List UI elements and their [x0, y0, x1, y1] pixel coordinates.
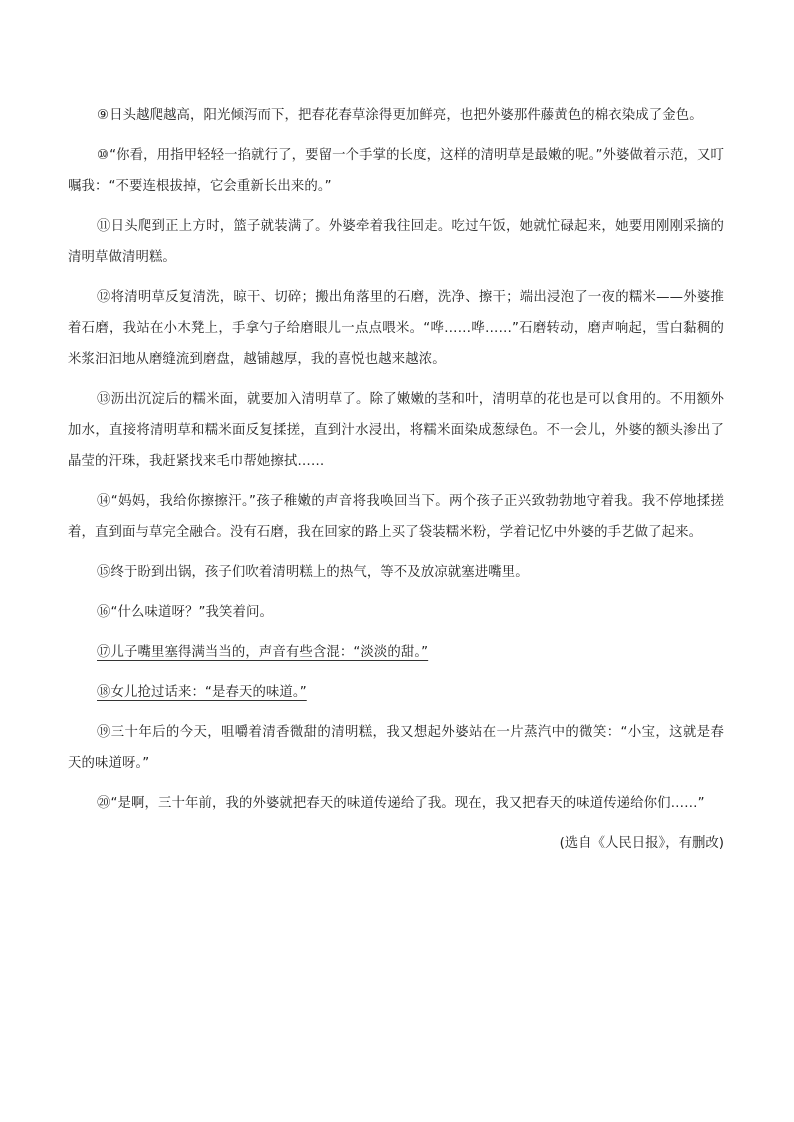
paragraph-number: ⑨ [97, 108, 110, 123]
underlined-sentence [97, 685, 307, 700]
paragraph-13 [68, 384, 724, 477]
article-body [68, 100, 724, 859]
paragraph-18 [68, 677, 724, 708]
paragraph-text: 日头爬到正上方时，篮子就装满了。外婆牵着我往回走。吃过午饭，她就忙碌起来，她要用刚刚采摘的清明草做清明糕。 [68, 219, 724, 265]
paragraph-19 [68, 717, 724, 779]
paragraph-16 [68, 597, 724, 628]
paragraph-15 [68, 557, 724, 588]
paragraph-number: ⑳ [97, 796, 111, 811]
paragraph-text: 将清明草反复清洗，晾干、切碎；搬出角落里的石磨，洗净、擦干；端出浸泡了一夜的糯米——外婆推着石磨，我站在小木凳上，手拿勺子给磨眼儿一点点喂米。“哗……哗……”石磨转动，磨声响起，雪白黏稠的米浆汩汩地从磨缝流到磨盘，越铺越厚，我的喜悦也越来越浓。 [68, 290, 724, 367]
paragraph-11 [68, 211, 724, 273]
paragraph-number: ⑰ [97, 645, 111, 660]
paragraph-number: ⑯ [97, 605, 111, 620]
paragraph-20 [68, 788, 724, 819]
paragraph-number: ⑮ [97, 565, 111, 580]
paragraph-text: “是啊，三十年前，我的外婆就把春天的味道传递给了我。现在，我又把春天的味道传递给你们……” [110, 796, 705, 811]
paragraph-text: “什么味道呀？”我笑着问。 [110, 605, 273, 620]
paragraph-text: 终于盼到出锅，孩子们吹着清明糕上的热气，等不及放凉就塞进嘴里。 [110, 565, 529, 580]
paragraph-number: ⑪ [97, 219, 111, 234]
paragraph-number: ⑬ [97, 392, 111, 407]
paragraph-number: ⑲ [97, 725, 111, 740]
paragraph-number: ⑱ [97, 685, 111, 700]
paragraph-text: 沥出沉淀后的糯米面，就要加入清明草了。除了嫩嫩的茎和叶，清明草的花也是可以食用的。不用额外加水，直接将清明草和糯米面反复揉搓，直到汁水浸出，将糯米面染成葱绿色。不一会儿，外婆的额头渗出了晶莹的汗珠，我赶紧找来毛巾帮她擦拭…… [68, 392, 724, 469]
paragraph-number: ⑫ [97, 290, 111, 305]
paragraph-12 [68, 282, 724, 375]
paragraph-text: 三十年后的今天，咀嚼着清香微甜的清明糕，我又想起外婆站在一片蒸汽中的微笑：“小宝，这就是春天的味道呀。” [68, 725, 724, 771]
paragraph-number: ⑩ [97, 148, 110, 163]
paragraph-9 [68, 100, 724, 131]
paragraph-text: 女儿抢过话来：“是春天的味道。” [110, 685, 307, 700]
paragraph-text: “妈妈，我给你擦擦汗。”孩子稚嫩的声音将我唤回当下。两个孩子正兴致勃勃地守着我。我不停地揉搓着，直到面与草完全融合。没有石磨，我在回家的路上买了袋装糯米粉，学着记忆中外婆的手艺做了起来。 [68, 494, 724, 540]
paragraph-10 [68, 140, 724, 202]
source-citation: (选自《人民日报》，有删改) [559, 836, 724, 851]
paragraph-text: “你看，用指甲轻轻一掐就行了，要留一个手掌的长度，这样的清明草是最嫩的呢。”外婆做着示范，又叮嘱我：“不要连根拔掉，它会重新长出来的。” [68, 148, 725, 194]
paragraph-number: ⑭ [97, 494, 111, 509]
paragraph-text: 日头越爬越高，阳光倾泻而下，把春花春草涂得更加鲜亮，也把外婆那件藤黄色的棉衣染成了金色。 [109, 108, 703, 123]
paragraph-17 [68, 637, 724, 668]
underlined-sentence [97, 645, 428, 660]
paragraph-text: 儿子嘴里塞得满当当的，声音有些含混：“淡淡的甜。” [110, 645, 429, 660]
paragraph-14 [68, 486, 724, 548]
